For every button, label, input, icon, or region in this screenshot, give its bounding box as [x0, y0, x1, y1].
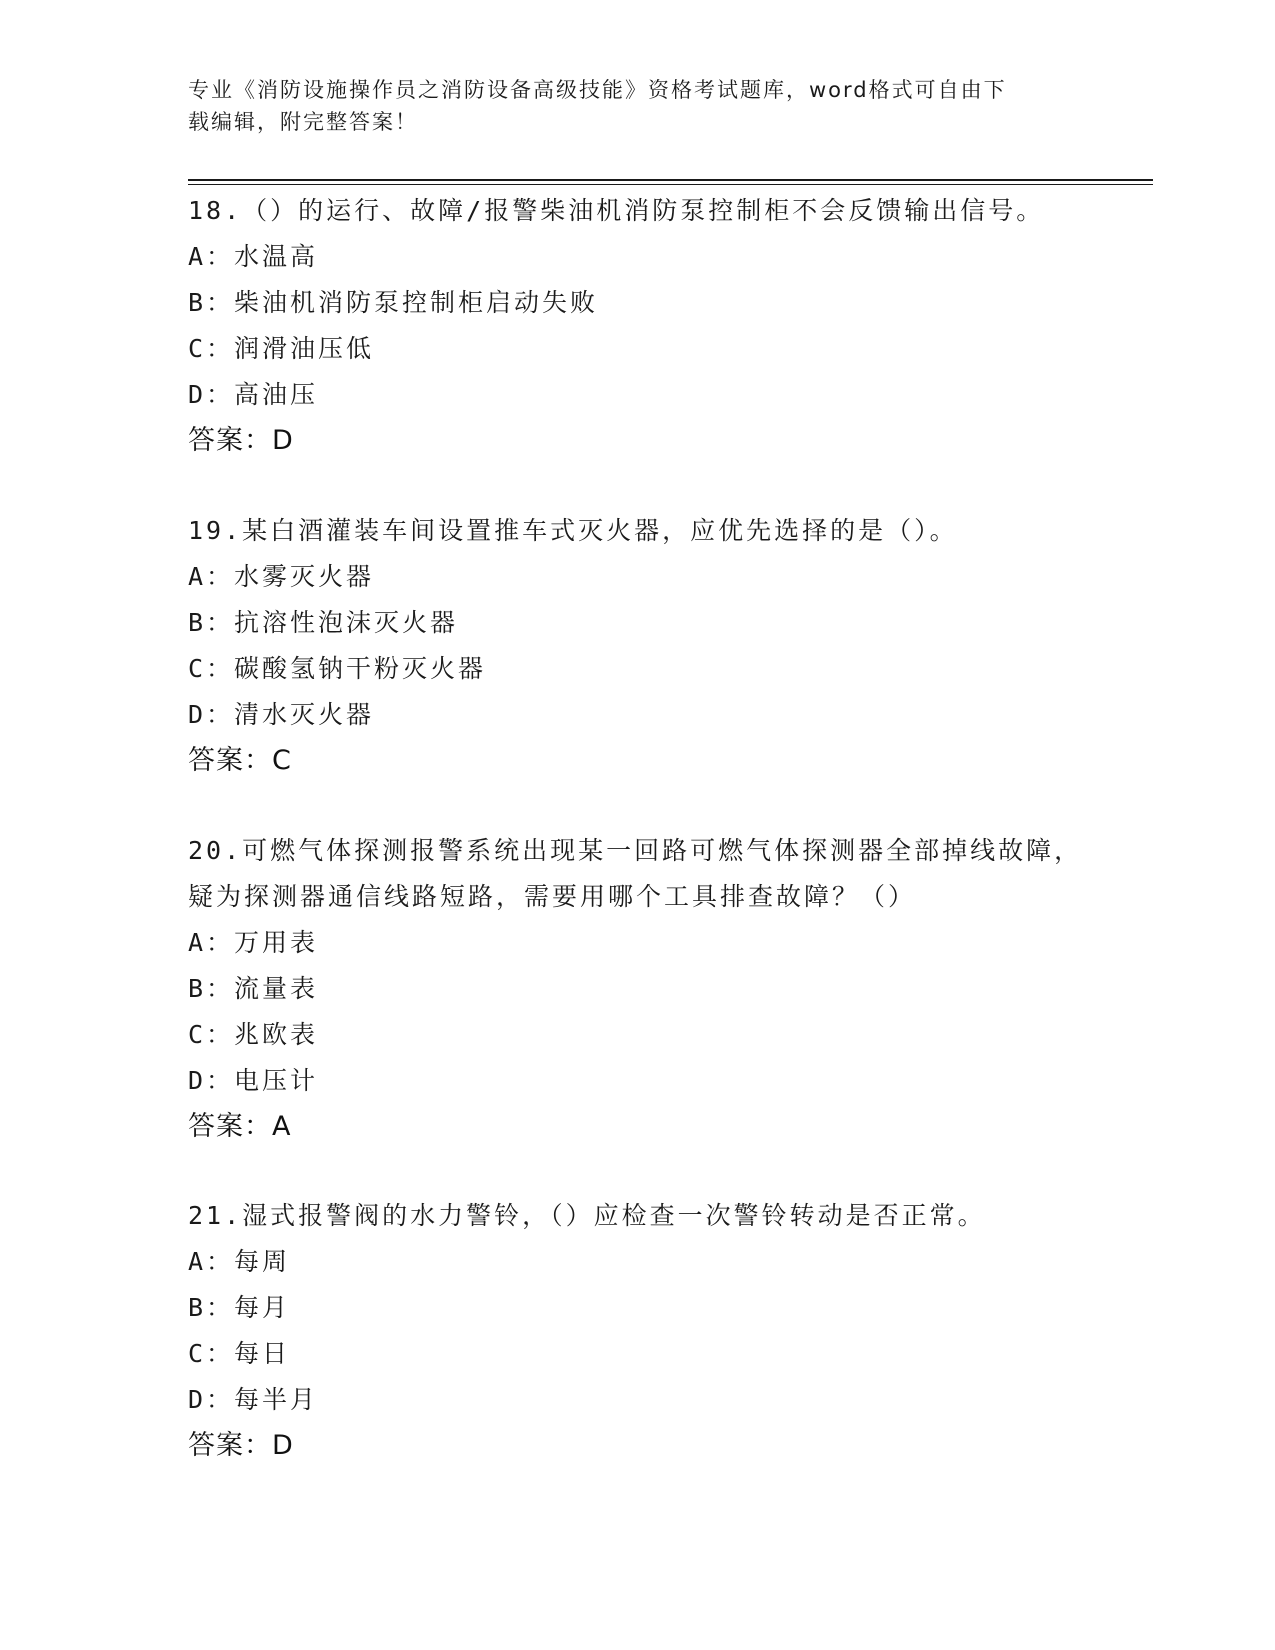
option-a: A：万用表: [188, 928, 319, 957]
option-b: B：柴油机消防泵控制柜启动失败: [188, 288, 599, 317]
option-b: B：流量表: [188, 974, 319, 1003]
question-stem: 21.湿式报警阀的水力警铃，（）应检查一次警铃转动是否正常。: [188, 1201, 986, 1230]
answer: 答案：A: [188, 1111, 292, 1142]
option-d: D：清水灭火器: [188, 700, 375, 729]
question-stem: 20.可燃气体探测报警系统出现某一回路可燃气体探测器全部掉线故障，疑为探测器通信线路短路，需要用哪个工具排查故障？（）: [188, 836, 1083, 911]
header-divider-bottom: [188, 184, 1153, 185]
option-d: D：每半月: [188, 1385, 319, 1414]
question-stem: 19.某白酒灌装车间设置推车式灭火器，应优先选择的是（）。: [188, 516, 958, 545]
answer: 答案：D: [188, 425, 294, 456]
option-c: C：兆欧表: [188, 1020, 319, 1049]
header-line-2: 载编辑，附完整答案！: [188, 110, 418, 134]
option-b: B：每月: [188, 1293, 291, 1322]
option-c: C：每日: [188, 1339, 291, 1368]
option-b: B：抗溶性泡沫灭火器: [188, 608, 459, 637]
question-21: [188, 1193, 1088, 1469]
option-d: D：电压计: [188, 1066, 319, 1095]
question-stem: 18.（）的运行、故障/报警柴油机消防泵控制柜不会反馈输出信号。: [188, 196, 1045, 225]
answer: 答案：D: [188, 1430, 294, 1461]
option-a: A：水温高: [188, 242, 319, 271]
option-c: C：碳酸氢钠干粉灭火器: [188, 654, 487, 683]
header-line-1: 专业《消防设施操作员之消防设备高级技能》资格考试题库，word格式可自由下: [188, 78, 1007, 102]
answer: 答案：C: [188, 745, 292, 776]
document-header: [188, 74, 1068, 138]
question-19: [188, 508, 1088, 784]
option-a: A：每周: [188, 1247, 291, 1276]
question-18: [188, 188, 1088, 464]
header-divider-top: [188, 179, 1153, 181]
option-d: D：高油压: [188, 380, 319, 409]
option-c: C：润滑油压低: [188, 334, 375, 363]
option-a: A：水雾灭火器: [188, 562, 375, 591]
question-20: [188, 828, 1088, 1150]
